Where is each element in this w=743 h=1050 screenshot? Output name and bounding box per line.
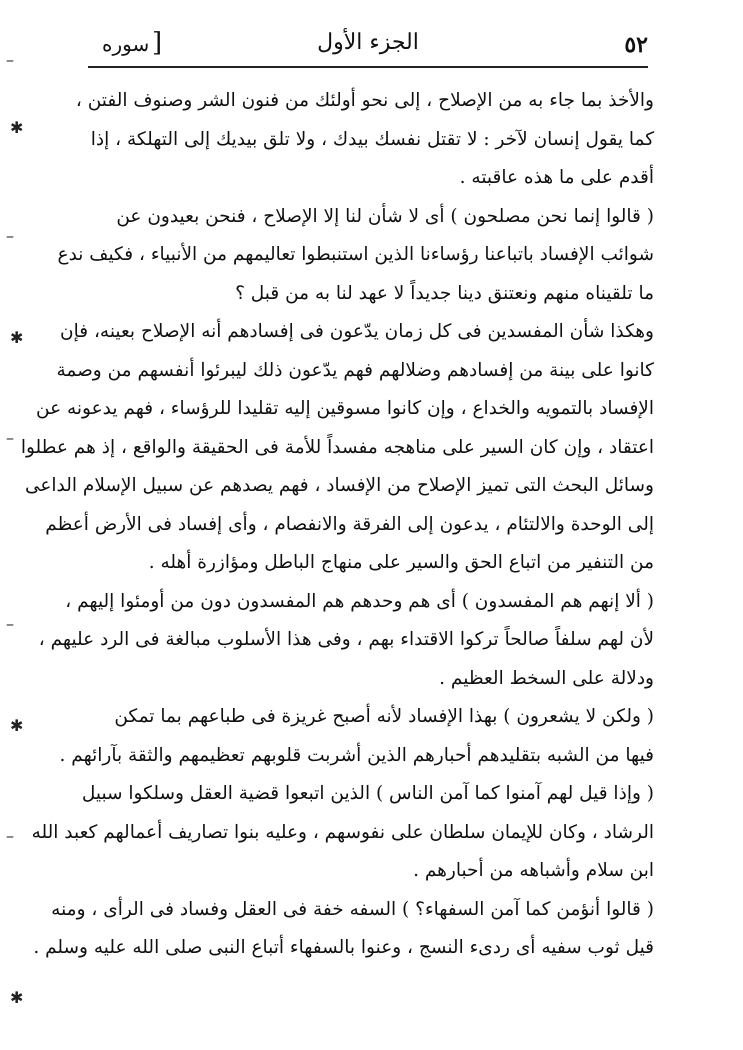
text-line: قيل ثوب سفيه أى ردىء النسج ، وعنوا بالسفهاء أتباع النبى صلى الله عليه وسلم . (33, 937, 654, 958)
text-line: والأخذ بما جاء به من الإصلاح ، إلى نحو أولئك من فنون الشر وصنوف الفتن ، (75, 90, 654, 111)
text-line: إلى الوحدة والالتئام ، يدعون إلى الفرقة والانفصام ، وأى إفساد فى الأرض أعظم (45, 513, 654, 535)
margin-mark: ✱ (10, 988, 24, 1007)
text-line: من التنفير من اتباع الحق والسير على منهاج الباطل ومؤازرة أهله . (148, 552, 654, 573)
text-line: شوائب الإفساد باتباعنا رؤساءنا الذين استنبطوا تعاليمهم من الأنبياء ، فكيف ندع (57, 244, 654, 265)
part-title: الجزء الأول (317, 30, 419, 55)
margin-mark: ✱ (10, 328, 24, 347)
body-text (20, 82, 654, 968)
text-line: ( ألا إنهم هم المفسدون ) أى هم وحدهم هم المفسدون دون من أومئوا إليهم ، (65, 590, 654, 612)
header-bracket: [ (152, 28, 163, 58)
page-number: ٥٢ (624, 32, 648, 58)
page-header (88, 24, 648, 64)
text-line: وسائل البحث التى تميز الإصلاح من الإفساد ، فهم يصدهم عن سبيل الإسلام الداعى (24, 475, 654, 496)
margin-mark: ✱ (10, 118, 24, 137)
text-line: فيها من الشبه بتقليدهم أحبارهم الذين أشربت قلوبهم تعظيمهم والثقة بآرائهم . (59, 744, 654, 766)
surah-label: سوره (102, 32, 150, 56)
text-line: ( قالوا إنما نحن مصلحون ) أى لا شأن لنا إلا الإصلاح ، فنحن بعيدون عن (116, 205, 654, 227)
header-rule (88, 66, 648, 68)
text-line: لأن لهم سلفاً صالحاً تركوا الاقتداء بهم ، وفى هذا الأسلوب مبالغة فى الرد عليهم ، (38, 629, 654, 650)
text-line: ودلالة على السخط العظيم . (439, 667, 654, 689)
text-line: وهكذا شأن المفسدين فى كل زمان يدّعون فى إفسادهم أنه الإصلاح بعينه، فإن (60, 321, 654, 342)
margin-mark: – (6, 614, 14, 633)
text-line: كما يقول إنسان لآخر : لا تقتل نفسك بيدك ، ولا تلق بيديك إلى التهلكة ، إذا (90, 128, 654, 150)
text-line: ما تلقيناه منهم ونعتنق دينا جديداً لا عهد لنا به من قبل ؟ (235, 282, 654, 304)
text-line: اعتقاد ، وإن كان السير على مناهجه مفسداً للأمة فى الحقيقة والواقع ، إذ هم عطلوا (20, 436, 654, 458)
text-line: ( وإذا قيل لهم آمنوا كما آمن الناس ) الذين اتبعوا قضية العقل وسلكوا سبيل (81, 783, 654, 804)
text-line: ابن سلام وأشباهه من أحبارهم . (413, 860, 654, 881)
text-line: أقدم على ما هذه عاقبته . (459, 167, 654, 188)
text-line: ( قالوا أنؤمن كما آمن السفهاء؟ ) السفه خفة فى العقل وفساد فى الرأى ، ومنه (51, 898, 654, 920)
margin-mark: – (6, 428, 14, 447)
margin-mark: – (6, 50, 14, 69)
text-line: الإفساد بالتمويه والخداع ، وإن كانوا مسوقين إليه تقليدا للرؤساء ، فهم يدعونه عن (35, 398, 654, 419)
margin-mark: ✱ (10, 716, 24, 735)
text-line: ( ولكن لا يشعرون ) بهذا الإفساد لأنه أصبح غريزة فى طباعهم بما تمكن (114, 706, 654, 727)
text-line: الرشاد ، وكان للإيمان سلطان على نفوسهم ، وعليه بنوا تصاريف أعمالهم كعبد الله (31, 821, 654, 843)
margin-mark: – (6, 826, 14, 845)
margin-mark: – (6, 226, 14, 245)
text-line: كانوا على بينة من إفسادهم وضلالهم فهم يدّعون ذلك ليبرئوا أنفسهم من وصمة (56, 359, 654, 381)
